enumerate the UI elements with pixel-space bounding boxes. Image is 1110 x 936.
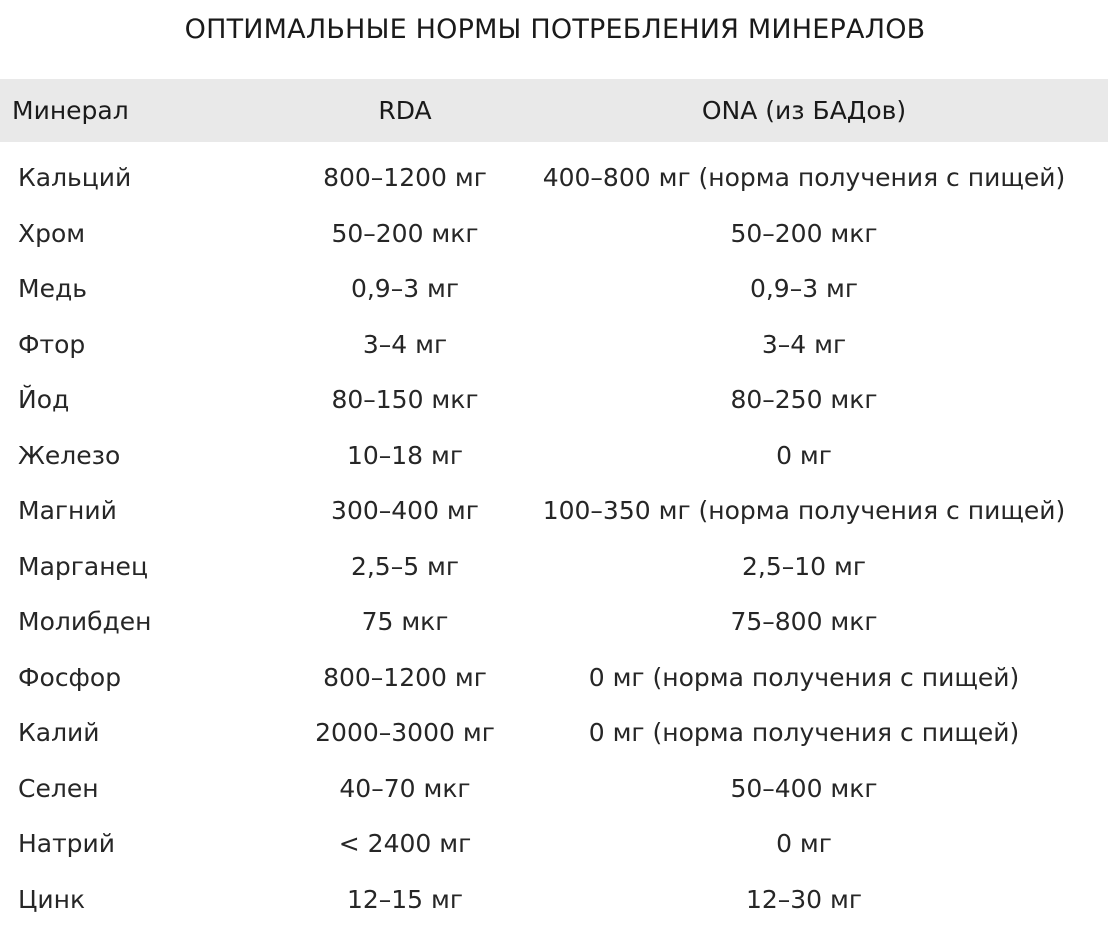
page-title: ОПТИМАЛЬНЫЕ НОРМЫ ПОТРЕБЛЕНИЯ МИНЕРАЛОВ bbox=[184, 14, 926, 45]
table-row bbox=[0, 317, 1108, 373]
table-row bbox=[0, 705, 1108, 761]
cell-mineral: Железо bbox=[18, 440, 121, 470]
cell-rda: 2,5–5 мг bbox=[350, 551, 460, 581]
table-row bbox=[0, 594, 1108, 650]
header-mineral: Минерал bbox=[12, 96, 129, 125]
cell-mineral: Медь bbox=[18, 274, 87, 304]
table-row bbox=[0, 261, 1108, 317]
cell-rda: 12–15 мг bbox=[346, 884, 464, 914]
cell-rda: 50–200 мкг bbox=[331, 218, 479, 248]
cell-rda: 3–4 мг bbox=[362, 329, 448, 359]
cell-ona: 0 мг (норма получения с пищей) bbox=[588, 718, 1020, 748]
cell-ona: 100–350 мг (норма получения с пищей) bbox=[542, 496, 1066, 526]
cell-ona: 0 мг (норма получения с пищей) bbox=[588, 662, 1020, 692]
cell-mineral: Селен bbox=[18, 773, 99, 803]
cell-ona: 50–400 мкг bbox=[730, 773, 878, 803]
cell-ona: 3–4 мг bbox=[761, 329, 847, 359]
table-header bbox=[0, 79, 1108, 142]
header-ona: ONA (из БАДов) bbox=[701, 96, 907, 125]
cell-ona: 400–800 мг (норма получения с пищей) bbox=[542, 163, 1066, 193]
cell-mineral: Хром bbox=[18, 218, 86, 248]
cell-rda: 800–1200 мг bbox=[323, 662, 487, 692]
table-row bbox=[0, 872, 1108, 928]
cell-rda: 300–400 мг bbox=[331, 496, 479, 526]
header-rda: RDA bbox=[378, 96, 432, 125]
cell-mineral: Калий bbox=[18, 718, 100, 748]
cell-ona: 80–250 мкг bbox=[730, 385, 878, 415]
cell-rda: 75 мкг bbox=[361, 607, 449, 637]
table-row bbox=[0, 206, 1108, 262]
table-row bbox=[0, 150, 1108, 206]
table-row bbox=[0, 761, 1108, 817]
cell-mineral: Фтор bbox=[18, 329, 86, 359]
cell-ona: 0 мг bbox=[776, 440, 832, 470]
cell-rda: 0,9–3 мг bbox=[350, 274, 460, 304]
cell-ona: 2,5–10 мг bbox=[741, 551, 866, 581]
cell-rda: 2000–3000 мг bbox=[315, 718, 495, 748]
cell-rda: 10–18 мг bbox=[346, 440, 464, 470]
cell-mineral: Марганец bbox=[18, 551, 148, 581]
table-body bbox=[0, 142, 1108, 927]
cell-ona: 0,9–3 мг bbox=[749, 274, 859, 304]
cell-ona: 12–30 мг bbox=[745, 884, 863, 914]
cell-rda: 80–150 мкг bbox=[331, 385, 479, 415]
table-row bbox=[0, 428, 1108, 484]
cell-mineral: Фосфор bbox=[18, 662, 122, 692]
cell-ona: 50–200 мкг bbox=[730, 218, 878, 248]
cell-rda: 40–70 мкг bbox=[339, 773, 471, 803]
cell-mineral: Магний bbox=[18, 496, 117, 526]
cell-mineral: Кальций bbox=[18, 163, 132, 193]
table-row bbox=[0, 650, 1108, 706]
table-row bbox=[0, 372, 1108, 428]
cell-mineral: Йод bbox=[18, 385, 70, 415]
cell-rda: < 2400 мг bbox=[338, 829, 472, 859]
table-row bbox=[0, 539, 1108, 595]
table-row bbox=[0, 483, 1108, 539]
cell-mineral: Молибден bbox=[18, 607, 152, 637]
cell-ona: 0 мг bbox=[776, 829, 832, 859]
table-row bbox=[0, 816, 1108, 872]
cell-rda: 800–1200 мг bbox=[323, 163, 487, 193]
cell-mineral: Натрий bbox=[18, 829, 116, 859]
cell-ona: 75–800 мкг bbox=[730, 607, 878, 637]
minerals-table bbox=[0, 79, 1108, 927]
cell-mineral: Цинк bbox=[18, 884, 86, 914]
